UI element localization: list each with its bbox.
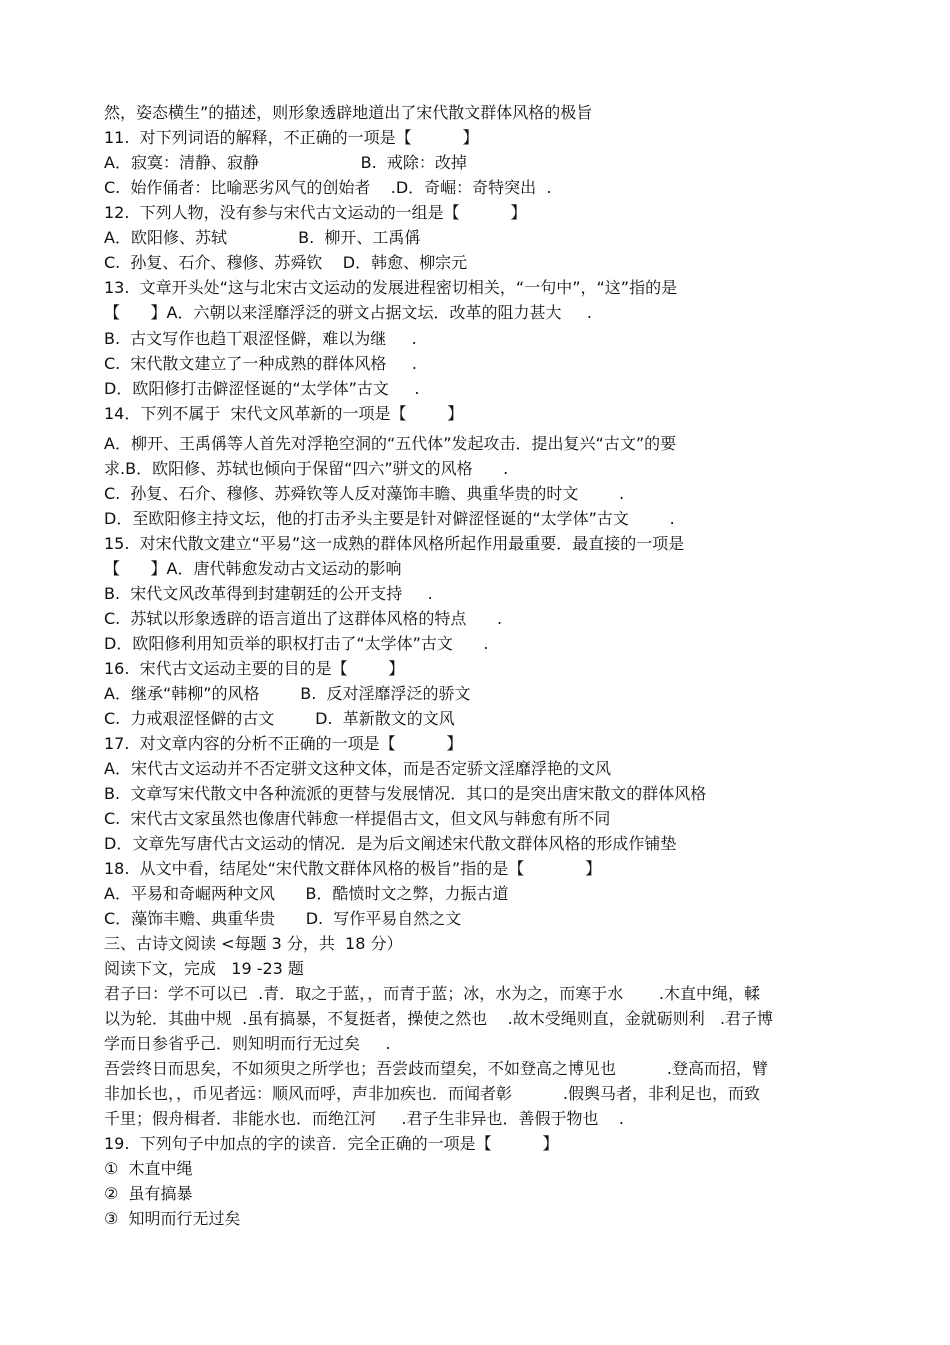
list-item: ② 虽有搞暴 <box>104 1184 193 1203</box>
question-11: 11. 对下列词语的解释，不正确的一项是【 】 <box>104 128 479 147</box>
question-18: 18. 从文中看，结尾处“宋代散文群体风格的极旨”指的是【 】 <box>104 859 602 878</box>
option-line: 【 】A．唐代韩愈发动古文运动的影响 <box>104 559 402 578</box>
option-line: A．寂寞：清静、寂静 B. 戒除：改掉 <box>104 153 467 172</box>
list-item: ③ 知明而行无过矣 <box>104 1209 241 1228</box>
option-line: A．继承“韩柳”的风格 B. 反对淫靡浮泛的骄文 <box>104 684 471 703</box>
question-12: 12. 下列人物，没有参与宋代古文运动的一组是【 】 <box>104 203 527 222</box>
option-line: A．柳开、王禹偁等人首先对浮艳空洞的“五代体”发起攻击．提出复兴“古文”的要 <box>104 434 677 453</box>
option-line: D．文章先写唐代古文运动的情况．是为后文阐述宋代散文群体风格的形成作铺垫 <box>104 834 677 853</box>
option-line: C. 宋代散文建立了一种成熟的群体风格 . <box>104 354 417 373</box>
passage-line: 君子曰：学不可以已 .青．取之于蓝，，而青于蓝；冰，水为之，而寒于水 .木直中绳，輮 <box>104 984 760 1003</box>
question-13: 13. 文章开头处“这与北宋古文运动的发展进程密切相关，“一句中”，“这”指的是 <box>104 278 678 297</box>
question-19: 19. 下列句子中加点的字的读音．完全正确的一项是【 】 <box>104 1134 559 1153</box>
option-line: C. 始作俑者：比喻恶劣风气的创始者 .D．奇崛：奇特突出 . <box>104 178 552 197</box>
text-line: 然，姿态横生”的描述，则形象透辟地道出了宋代散文群体风格的极旨 <box>104 103 593 122</box>
option-line: C．藻饰丰赡、典重华贵 D. 写作平易自然之文 <box>104 909 462 928</box>
option-line: B. 文章写宋代散文中各种流派的更替与发展情况．其口的是突出唐宋散文的群体风格 <box>104 784 707 803</box>
option-line: C. 孙复、石介、穆修、苏舜钦等人反对藻饰丰瞻、典重华贵的时文 . <box>104 484 625 503</box>
passage-line: 吾尝终日而思矣，不如须臾之所学也；吾尝歧而望矣，不如登高之博见也 .登高而招，臂 <box>104 1059 768 1078</box>
list-item: ① 木直中绳 <box>104 1159 193 1178</box>
option-line: A．宋代古文运动并不否定骈文这种文体，而是否定骄文淫靡浮艳的文风 <box>104 759 611 778</box>
option-line: C. 宋代古文家虽然也像唐代韩愈一样提倡古文，但文风与韩愈有所不同 <box>104 809 611 828</box>
question-14: 14．下列不属于 宋代文风革新的一项是【 】 <box>104 404 464 423</box>
option-line: D．至欧阳修主持文坛，他的打击矛头主要是针对僻涩怪诞的“太学体”古文 . <box>104 509 675 528</box>
option-line: D．欧阳修利用知贡举的职权打击了“太学体”古文 . <box>104 634 489 653</box>
option-line: C. 力戒艰涩怪僻的古文 D. 革新散文的文风 <box>104 709 455 728</box>
option-line: D．欧阳修打击僻涩怪诞的“太学体”古文 . <box>104 379 420 398</box>
option-line: A．平易和奇崛两种文风 B．酷愤时文之弊，力振古道 <box>104 884 509 903</box>
option-line: 【 】A．六朝以来淫靡浮泛的骈文占据文坛．改革的阻力甚大 . <box>104 303 592 322</box>
option-line: 求.B．欧阳修、苏轼也倾向于保留“四六”骈文的风格 . <box>104 459 509 478</box>
option-line: C. 孙复、石介、穆修、苏舜钦 D．韩愈、柳宗元 <box>104 253 468 272</box>
passage-line: 非加长也，，币见者远：顺风而呼，声非加疾也．而闻者彰 .假舆马者，非利足也，而致 <box>104 1084 760 1103</box>
passage-line: 千里；假舟楫者．非能水也．而绝江河 .君子生非异也．善假于物也 . <box>104 1109 624 1128</box>
question-17: 17. 对文章内容的分析不正确的一项是【 】 <box>104 734 463 753</box>
option-line: A．欧阳修、苏轼 B. 柳开、工禹偁 <box>104 228 421 247</box>
instruction-line: 阅读下文，完成 19 -23 题 <box>104 959 304 978</box>
passage-line: 学而日参省乎己．则知明而行无过矣 . <box>104 1034 391 1053</box>
passage-line: 以为轮．其曲中规 .虽有搞暴，不复挺者，操使之然也 .故木受绳则直，金就砺则利 .君子博 <box>104 1009 774 1028</box>
question-16: 16. 宋代古文运动主要的目的是【 】 <box>104 659 405 678</box>
section-heading: 三、古诗文阅读 <每题 3 分，共 18 分） <box>104 934 403 953</box>
question-15: 15. 对宋代散文建立“平易”这一成熟的群体风格所起作用最重要．最直接的一项是 <box>104 534 685 553</box>
option-line: C. 苏轼以形象透辟的语言道出了这群体风格的特点 . <box>104 609 503 628</box>
option-line: B. 宋代文风改革得到封建朝廷的公开支持 . <box>104 584 433 603</box>
option-line: B. 古文写作也趋丅艰涩怪僻，难以为继 . <box>104 329 417 348</box>
